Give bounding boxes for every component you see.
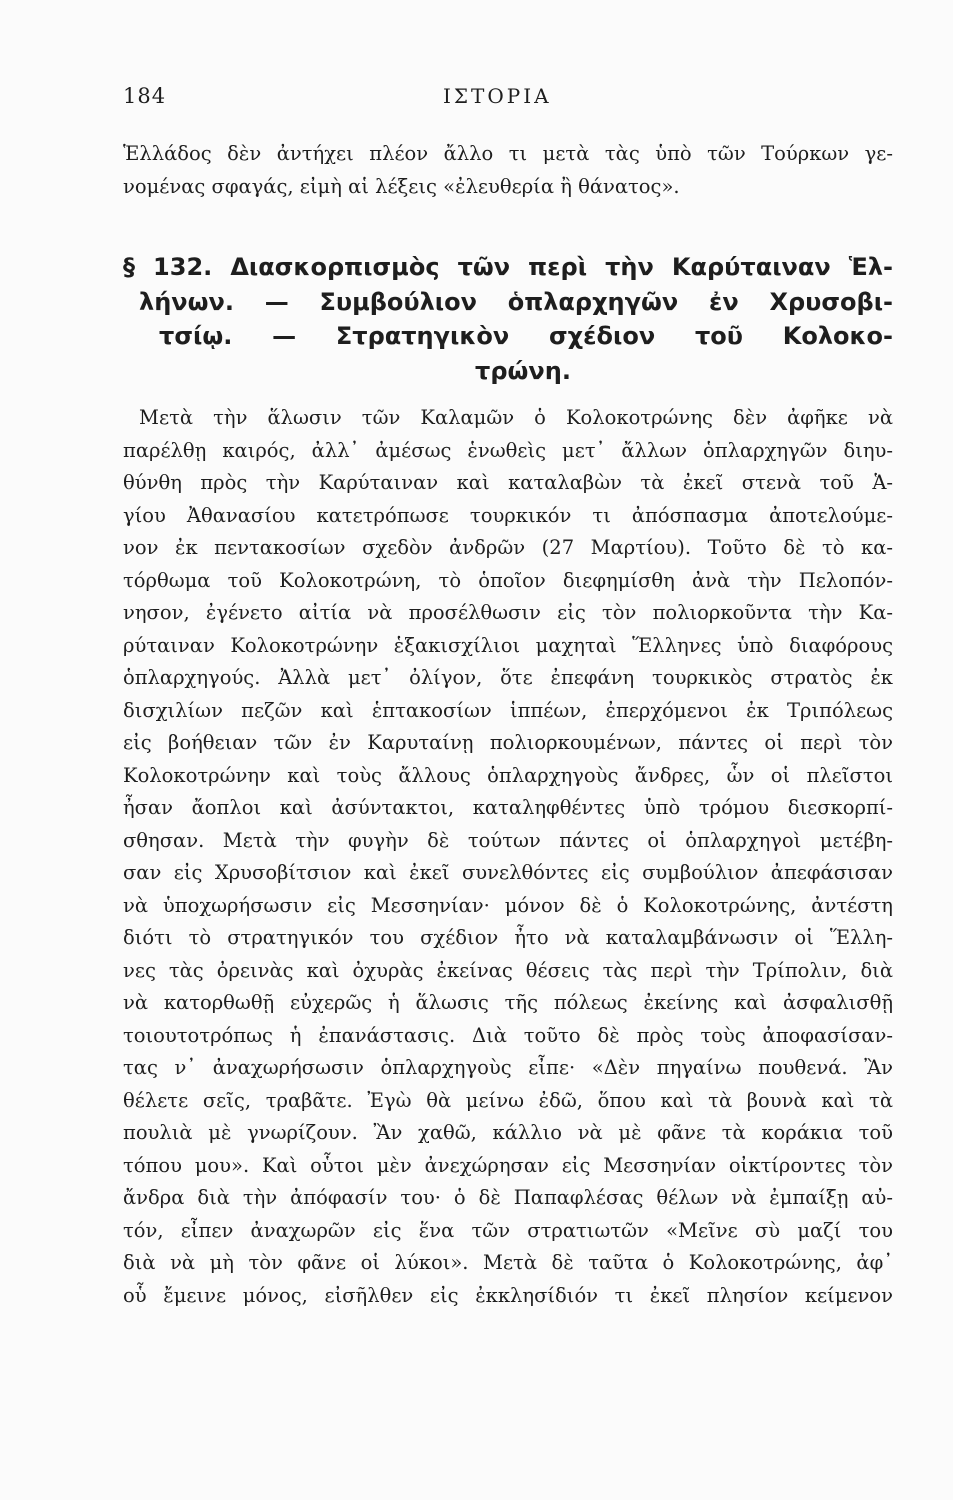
text-line: διὰ νὰ μὴ τὸν φᾶνε οἱ λύκοι». Μετὰ δὲ ταῦτα ὁ Κολοκοτρώνης, ἀφ᾽ bbox=[123, 1251, 893, 1274]
text-line: θέλετε σεῖς, τραβᾶτε. Ἐγὼ θὰ μείνω ἐδῶ, ὅπου καὶ τὰ βουνὰ καὶ τὰ bbox=[123, 1088, 893, 1112]
heading-line: τσίῳ. — Στρατηγικὸν σχέδιον τοῦ Κολοκο- bbox=[159, 322, 893, 350]
text-line: πουλιὰ μὲ γνωρίζουν. Ἂν χαθῶ, κάλλιο νὰ μὲ φᾶνε τὰ κοράκια τοῦ bbox=[123, 1121, 893, 1144]
text-line: τόπου μου». Καὶ οὗτοι μὲν ἀνεχώρησαν εἰς Μεσσηνίαν οἰκτίροντες τὸν bbox=[123, 1153, 893, 1177]
text-line: νες τὰς ὀρεινὰς καὶ ὀχυρὰς ἐκείνας θέσεις τὰς περὶ τὴν Τρίπολιν, διὰ bbox=[123, 958, 893, 982]
text-line: νον ἐκ πεντακοσίων σχεδὸν ἀνδρῶν (27 Μαρτίου). Τοῦτο δὲ τὸ κα- bbox=[123, 536, 893, 559]
text-line: ἄνδρα διὰ τὴν ἀπόφασίν του· ὁ δὲ Παπαφλέσας θέλων νὰ ἐμπαίξῃ αὐ- bbox=[123, 1186, 893, 1209]
text-line: ὁπλαρχηγούς. Ἀλλὰ μετ᾽ ὀλίγον, ὅτε ἐπεφάνη τουρκικὸς στρατὸς ἐκ bbox=[123, 666, 893, 689]
text-line: νὰ κατορθωθῇ εὐχερῶς ἡ ἅλωσις τῆς πόλεως ἐκείνης καὶ ἀσφαλισθῇ bbox=[123, 991, 893, 1014]
text-line: εἰς βοήθειαν τῶν ἐν Καρυταίνῃ πολιορκουμένων, πάντες οἱ περὶ τὸν bbox=[123, 731, 893, 754]
body-paragraph bbox=[123, 402, 893, 1312]
text-line: ρύταιναν Κολοκοτρώνην ἑξακισχίλιοι μαχηταὶ Ἕλληνες ὑπὸ διαφόρους bbox=[123, 633, 893, 657]
text-line: θύνθη πρὸς τὴν Καρύταιναν καὶ καταλαβὼν τὰ ἐκεῖ στενὰ τοῦ Ἁ- bbox=[123, 471, 893, 494]
text-line: Ἑλλάδος δὲν ἀντήχει πλέον ἄλλο τι μετὰ τὰς ὑπὸ τῶν Τούρκων γε- bbox=[123, 142, 893, 165]
page-number: 184 bbox=[123, 84, 167, 108]
text-line: νὰ ὑποχωρήσωσιν εἰς Μεσσηνίαν· μόνον δὲ ὁ Κολοκοτρώνης, ἀντέστη bbox=[123, 893, 893, 917]
heading-line: λήνων. — Συμβούλιον ὁπλαρχηγῶν ἐν Χρυσοβι- bbox=[139, 287, 893, 316]
running-head bbox=[123, 84, 893, 114]
text-line: γίου Ἀθανασίου κατετρόπωσε τουρκικόν τι ἀπόσπασμα ἀποτελούμε- bbox=[123, 503, 893, 527]
text-line: νησον, ἐγένετο αἰτία νὰ προσέλθωσιν εἰς τὸν πολιορκοῦντα τὴν Κα- bbox=[123, 601, 893, 624]
text-line: τοιουτοτρόπως ἡ ἐπανάστασις. Διὰ τοῦτο δὲ πρὸς τοὺς ἀποφασίσαν- bbox=[123, 1023, 893, 1047]
text-line: τόρθωμα τοῦ Κολοκοτρώνη, τὸ ὁποῖον διεφημίσθη ἀνὰ τὴν Πελοπόν- bbox=[123, 568, 893, 592]
text-line: ἦσαν ἄοπλοι καὶ ἀσύντακτοι, καταληφθέντες ὑπὸ τρόμου διεσκορπί- bbox=[123, 796, 893, 819]
heading-line: § 132. Διασκορπισμὸς τῶν περὶ τὴν Καρύταιναν Ἑλ- bbox=[123, 253, 893, 281]
text-line: τόν, εἶπεν ἀναχωρῶν εἰς ἕνα τῶν στρατιωτῶν «Μεῖνε σὺ μαζί του bbox=[123, 1218, 893, 1242]
text-line: δισχιλίων πεζῶν καὶ ἑπτακοσίων ἱππέων, ἐπερχόμενοι ἐκ Τριπόλεως bbox=[123, 698, 893, 722]
running-title: ΙΣΤΟΡΙΑ bbox=[443, 84, 552, 108]
heading-line: τρώνη. bbox=[475, 356, 571, 385]
text-line: Μετὰ τὴν ἅλωσιν τῶν Καλαμῶν ὁ Κολοκοτρώνης δὲν ἀφῆκε νὰ bbox=[139, 406, 893, 429]
text-line: παρέλθῃ καιρός, ἀλλ᾽ ἀμέσως ἑνωθεὶς μετ᾽ ἄλλων ὁπλαρχηγῶν διηυ- bbox=[123, 438, 893, 462]
text-line: τας ν᾽ ἀναχωρήσωσιν ὁπλαρχηγοὺς εἶπε· «Δὲν πηγαίνω πουθενά. Ἂν bbox=[123, 1056, 893, 1079]
text-line: διότι τὸ στρατηγικόν του σχέδιον ἦτο νὰ καταλαμβάνωσιν οἱ Ἕλλη- bbox=[123, 926, 893, 949]
text-line: σαν εἰς Χρυσοβίτσιον καὶ ἐκεῖ συνελθόντες εἰς συμβούλιον ἀπεφάσισαν bbox=[123, 861, 893, 884]
text-line: Κολοκοτρώνην καὶ τοὺς ἄλλους ὁπλαρχηγοὺς ἄνδρες, ὧν οἱ πλεῖστοι bbox=[123, 763, 893, 787]
text-line: σθησαν. Μετὰ τὴν φυγὴν δὲ τούτων πάντες οἱ ὁπλαρχηγοὶ μετέβη- bbox=[123, 828, 893, 852]
opening-paragraph-end bbox=[123, 138, 893, 203]
text-line: νομένας σφαγάς, εἰμὴ αἱ λέξεις «ἐλευθερία ἢ θάνατος». bbox=[123, 174, 680, 198]
text-line: οὗ ἔμεινε μόνος, εἰσῆλθεν εἰς ἐκκλησίδιόν τι ἐκεῖ πλησίον κείμενον bbox=[123, 1283, 893, 1307]
section-heading bbox=[123, 250, 893, 388]
